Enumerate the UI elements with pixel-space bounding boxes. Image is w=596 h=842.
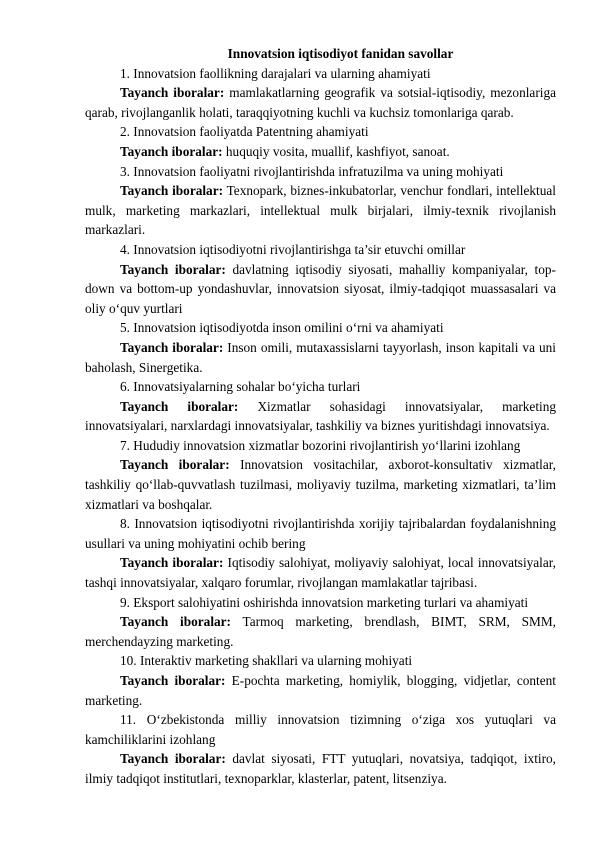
question-heading: 4. Innovatsion iqtisodiyotni rivojlantirishga ta’sir etuvchi omillar	[120, 241, 466, 257]
document-page	[85, 44, 556, 789]
keywords-label: Tayanch iboralar:	[120, 85, 225, 101]
keywords-paragraph	[85, 553, 556, 592]
keywords-label: Tayanch iboralar:	[120, 143, 223, 159]
keywords-paragraph	[85, 612, 556, 651]
keywords-text: mamlakatlarning geografik va sotsial-iqtisodiy, mezonlariga qarab, rivojlanganlik holati, taraqqiyotning kuchli va kuchsiz tomonlariga qarab.	[85, 85, 556, 120]
keywords-text: Inson omili, mutaxassislarni tayyorlash, inson kapitali va uni baholash, Sinergetika.	[85, 339, 556, 375]
keywords-text: davlatning iqtisodiy siyosati, mahalliy kompaniyalar, top-down va bottom-up yondashuvlar, innovatsion siyosat, ilmiy-tadqiqot muassasalari va oliy o‘quv yurtlari	[85, 261, 556, 316]
keywords-paragraph	[85, 671, 556, 710]
keywords-label: Tayanch iboralar:	[120, 751, 226, 767]
keywords-paragraph	[85, 455, 556, 514]
keywords-text: E-pochta marketing, homiylik, blogging, vidjetlar, content marketing.	[85, 673, 556, 708]
keywords-label: Tayanch iboralar:	[120, 614, 231, 630]
question-heading: 5. Innovatsion iqtisodiyotda inson omilini o‘rni va ahamiyati	[120, 320, 444, 336]
keywords-text: Xizmatlar sohasidagi innovatsiyalar, marketing innovatsiyalari, narxlardagi innovatsiyalar, tashkiliy va biznes yuritishdagi innovatsiya.	[85, 398, 557, 434]
question-heading: 11. O‘zbekistonda milliy innovatsion tizimning o‘ziga xos yutuqlari va kamchiliklarini izohlang	[85, 712, 556, 747]
question-heading: 2. Innovatsion faoliyatda Patentning ahamiyati	[120, 124, 369, 140]
keywords-paragraph	[85, 338, 556, 377]
keywords-label: Tayanch iboralar:	[120, 261, 226, 277]
keywords-label: Tayanch iboralar:	[120, 339, 224, 355]
question-heading: 10. Interaktiv marketing shakllari va ularning mohiyati	[120, 653, 413, 669]
keywords-paragraph	[85, 260, 556, 319]
keywords-text: Iqtisodiy salohiyat, moliyaviy salohiyat, local innovatsiyalar, tashqi innovatsiyalar, xalqaro forumlar, rivojlangan mamlakatlar tajribasi.	[85, 555, 557, 591]
keywords-label: Tayanch iboralar:	[120, 398, 239, 414]
keywords-paragraph	[85, 749, 556, 788]
keywords-text: Texnopark, biznes-inkubatorlar, venchur fondlari, intellektual mulk, marketing markazlari, intellektual mulk birjalari, ilmiy-texnik rivojlanish markazlari.	[85, 183, 556, 238]
keywords-label: Tayanch iboralar:	[120, 457, 230, 473]
question-list	[85, 64, 556, 789]
keywords-label: Tayanch iboralar:	[120, 673, 226, 688]
keywords-paragraph	[85, 181, 556, 240]
keywords-text: Innovatsion vositachilar, axborot-konsultativ xizmatlar, tashkiliy qo‘llab-quvvatlash tuzilmasi, moliyaviy tuzilma, marketing xizmatlari, ta’lim xizmatlari va boshqalar.	[85, 457, 556, 512]
question-heading: 6. Innovatsiyalarning sohalar bo‘yicha turlari	[120, 379, 361, 395]
question-heading: 7. Hududiy innovatsion xizmatlar bozorini rivojlantirish yo‘llarini izohlang	[120, 437, 521, 453]
keywords-paragraph	[85, 83, 556, 122]
keywords-text: davlat siyosati, FTT yutuqlari, novatsiya, tadqiqot, ixtiro, ilmiy tadqiqot institutlari, texnoparklar, klasterlar, patent, litsenziya.	[85, 751, 556, 786]
question-heading: 1. Innovatsion faollikning darajalari va ularning ahamiyati	[120, 65, 431, 81]
keywords-paragraph	[85, 142, 556, 162]
question-heading: 9. Eksport salohiyatini oshirishda innovatsion marketing turlari va ahamiyati	[120, 594, 529, 610]
keywords-label: Tayanch iboralar:	[120, 183, 224, 199]
keywords-text: huquqiy vosita, muallif, kashfiyot, sanoat.	[225, 143, 450, 159]
keywords-label: Tayanch iboralar:	[120, 555, 224, 571]
question-heading: 8. Innovatsion iqtisodiyotni rivojlantirishda xorijiy tajribalardan foydalanishning usullari va uning mohiyatini ochib bering	[85, 516, 556, 551]
document-title: Innovatsion iqtisodiyot fanidan savollar	[227, 46, 454, 61]
keywords-text: Tarmoq marketing, brendlash, BIMT, SRM, SMM, merchendayzing marketing.	[85, 614, 556, 649]
keywords-paragraph	[85, 397, 556, 436]
question-heading: 3. Innovatsion faoliyatni rivojlantirishda infratuzilma va uning mohiyati	[120, 163, 504, 179]
